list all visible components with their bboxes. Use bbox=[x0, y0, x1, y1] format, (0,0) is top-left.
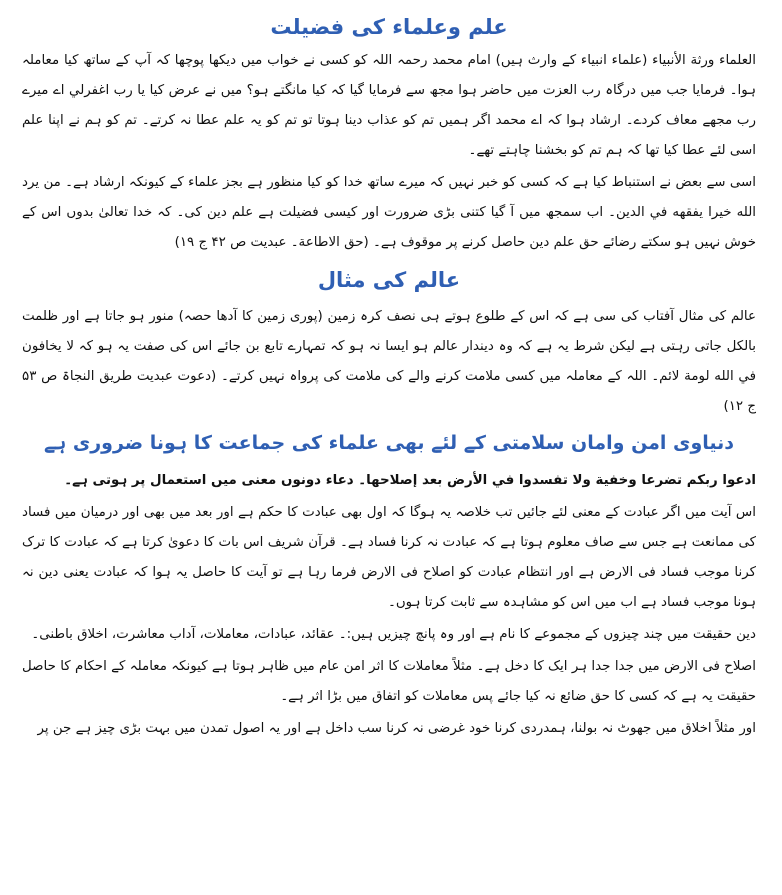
paragraph-dream-narration: العلماء ورثة الأنبياء (علماء انبیاء کے وارث ہیں) امام محمد رحمہ اللہ کو کسی نے خواب میں دیکھا پوچھا کہ آپ کے ساتھ کیا معاملہ ہوا۔ فرمایا جب میں درگاہ رب العزت میں حاضر ہوا مجھ سے فرمایا گیا کہ کیا مانگتے ہو؟ میں نے عرض کیا یا رب اغفرلي اے میرے رب مجھے معاف کردے۔ ارشاد ہوا کہ اے محمد اگر ہمیں تم کو عذاب دینا ہوتا تو تم کو یہ علم عطا نہ کرتے۔ تم کو ہم نے اپنا علم اسی لئے عطا کیا تھا کہ ہم تم کو بخشنا چاہتے تھے۔ bbox=[22, 53, 756, 158]
paragraph-morals: اور مثلاً اخلاق میں جھوٹ نہ بولنا، ہمدردی کرنا خود غرضی نہ کرنا سب داخل ہے اور یہ اصول تمدن میں بہت بڑی چیز ہے جن پر bbox=[37, 721, 756, 736]
paragraph-five-components: دین حقیقت میں چند چیزوں کے مجموعے کا نام ہے اور وہ پانچ چیزیں ہیں:۔ عقائد، عبادات، معاملات، آداب معاشرت، اخلاق باطنی۔ bbox=[31, 627, 756, 642]
paragraph-reform-dealings: اصلاح فی الارض میں جدا جدا ہر ایک کا دخل ہے۔ مثلاً معاملات کا اثر امن عام میں ظاہر ہوتا ہے کیونکہ معاملہ کے احکام کا حاصل حقیقت یہ ہے کہ کسی کا حق ضائع نہ کیا جائے پس معاملات کو اتفاق میں بڑا اثر ہے۔ bbox=[22, 659, 756, 704]
section-heading-virtue-of-knowledge: علم وعلماء کی فضیلت bbox=[270, 15, 508, 39]
paragraph-inference: اسی سے بعض نے استنباط کیا ہے کہ کسی کو خبر نہیں کہ میرے ساتھ خدا کو کیا منظور ہے بجز علماء کے کیونکہ ارشاد ہے۔ من يرد الله خيرا يفقهه في الدين۔ اب سمجھ میں آ گیا کتنی بڑی ضرورت اور کیسی فضیلت ہے علم دین کی۔ کہ خدا تعالیٰ بدوں اس کے خوش نہیں ہو سکتے رضائے حق علم دین حاصل کرنے پر موقوف ہے۔ (حق الاطاعة۔ عبدیت ص ۴۲ ج ۱۹) bbox=[22, 175, 756, 250]
section-heading-worldly-peace: دنیاوی امن وامان سلامتی کے لئے بھی علماء کی جماعت کا ہونا ضروری ہے bbox=[43, 432, 735, 454]
paragraph-sun-example: عالم کی مثال آفتاب کی سی ہے کہ اس کے طلوع ہوتے ہی نصف کرہ زمین (پوری زمین کا آدھا حصہ) منور ہو جاتا ہے اور ظلمت بالکل جاتی رہتی ہے لیکن شرط یہ ہے کہ وہ دیندار عالم ہو ایسا نہ ہو کہ تمہارے تابع بن جائے اس کی صفت یہ ہو کہ لا يخافون في الله لومة لائم۔ اللہ کے معاملہ میں کسی ملامت کرنے والے کی ملامت کی پرواہ نہیں کرتے۔ (دعوت عبدیت طریق النجاۃ ص ۵۳ ج ۱۲) bbox=[22, 309, 756, 414]
paragraph-quran-verse: ادعوا ربكم تضرعا وخفية ولا تفسدوا في الأرض بعد إصلاحها۔ دعاء دونوں معنی میں استعمال پر ہوتی ہے۔ bbox=[64, 473, 756, 488]
paragraph-worship-meaning: اس آیت میں اگر عبادت کے معنی لئے جائیں تب خلاصہ یہ ہوگا کہ اول بھی عبادت کا حکم ہے اور بعد میں بھی اور درمیان میں فساد کی ممانعت ہے جس سے صاف معلوم ہوتا ہے کہ عبادت نہ کرنا فساد ہے۔ قرآن شریف اس بات کا دعویٰ کرتا ہے کہ عبادت کا ترک کرنا موجب فساد فی الارض ہے اور انتظام عبادت کو اصلاح فی الارض فرما رہا ہے تو آیت کا حاصل یہ ہوا کہ عبادت یعنی دین نہ ہونا موجب فساد ہے اب میں اس کو مشاہدہ سے ثابت کرتا ہوں۔ bbox=[22, 505, 756, 610]
section-heading-scholar-example: عالم کی مثال bbox=[317, 268, 461, 292]
